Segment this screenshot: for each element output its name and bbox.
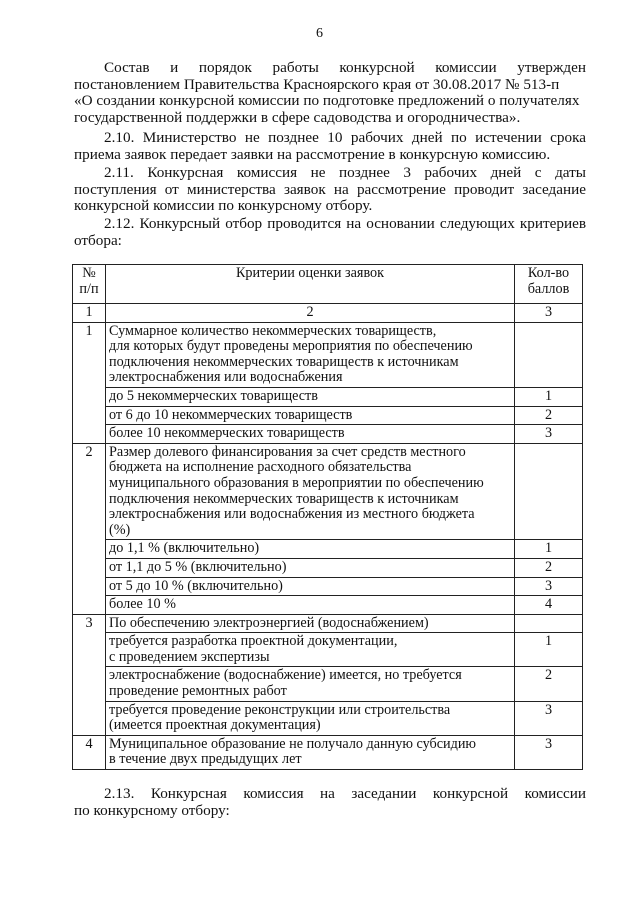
option-text-line: требуется проведение реконструкции или строительства: [109, 701, 451, 718]
header-num-line: №: [82, 265, 96, 281]
criterion-title-line: подключения некоммерческих товариществ к источникам: [109, 490, 459, 507]
criterion-title: [106, 443, 515, 540]
option-points: 2: [515, 406, 583, 425]
table-index-row: [73, 304, 583, 323]
table-row: [73, 596, 583, 615]
p213-line: по конкурсному отбору:: [74, 801, 230, 819]
criterion-title-line: муниципального образования в мероприятии по обеспечению: [109, 474, 484, 491]
index-cell: 1: [73, 304, 106, 323]
option-text: [106, 558, 515, 577]
option-text: [106, 701, 515, 735]
table-row: [73, 577, 583, 596]
table-row: [73, 387, 583, 406]
option-text-line: от 5 до 10 % (включительно): [109, 577, 283, 594]
table-row: [73, 406, 583, 425]
intro-line: постановлением Правительства Красноярского края от 30.08.2017 № 513-п: [74, 75, 560, 93]
option-points: 2: [515, 667, 583, 701]
header-criteria-text: Критерии оценки заявок: [235, 265, 385, 281]
paragraph-2-12: [74, 216, 586, 249]
table-header-row: [73, 265, 583, 304]
option-points: 1: [515, 540, 583, 559]
intro-line: государственной поддержки в сфере садоводства и огородничества».: [74, 108, 521, 126]
option-text-line: до 5 некоммерческих товариществ: [109, 387, 318, 404]
table-row: [73, 558, 583, 577]
criterion-title-points: [515, 443, 583, 540]
paragraph-2-11: [74, 165, 586, 215]
p211-line: 2.11. Конкурсная комиссия не позднее 3 рабочих дней с даты: [104, 164, 586, 181]
criterion-title-line: По обеспечению электроэнергией (водоснабжением): [109, 614, 429, 631]
option-points: 2: [515, 558, 583, 577]
header-points-line: баллов: [527, 280, 570, 297]
option-points: 3: [515, 701, 583, 735]
option-points: 3: [515, 735, 583, 769]
criterion-title-line: подключения некоммерческих товариществ к источникам: [109, 353, 459, 370]
criterion-number: 3: [73, 614, 106, 735]
criterion-title-points: [515, 322, 583, 387]
criteria-table: [72, 264, 583, 770]
option-text-line: (имеется проектная документация): [109, 717, 321, 734]
option-text-line: с проведением экспертизы: [109, 648, 270, 665]
header-num-line: п/п: [79, 280, 99, 297]
criterion-title-line: электроснабжения или водоснабжения из местного бюджета: [109, 506, 475, 523]
option-text-line: проведение ремонтных работ: [109, 683, 287, 700]
option-text: [106, 425, 515, 444]
intro-paragraph: [74, 60, 586, 126]
criterion-title-line: Суммарное количество некоммерческих товариществ,: [109, 322, 437, 339]
header-num: [73, 265, 106, 304]
intro-line: «О создании конкурсной комиссии по подготовке предложений о получателях: [74, 92, 580, 110]
option-text-line: более 10 %: [109, 596, 176, 613]
page-number: 6: [316, 26, 323, 41]
table-row: [73, 425, 583, 444]
header-points: [515, 265, 583, 304]
p212-line: 2.12. Конкурсный отбор проводится на основании следующих критериев: [104, 215, 586, 232]
criterion-title-line: для которых будут проведены мероприятия по обеспечению: [109, 338, 473, 355]
option-text-line: электроснабжение (водоснабжение) имеется, но требуется: [109, 667, 462, 684]
intro-line: Состав и порядок работы конкурсной комиссии утвержден: [104, 59, 586, 76]
criterion-title-line: бюджета на исполнение расходного обязательства: [109, 459, 412, 476]
index-cell: 2: [106, 304, 515, 323]
table-row: [73, 633, 583, 667]
table-row: [73, 540, 583, 559]
criterion-title-row: [73, 614, 583, 633]
p210-line: приема заявок передает заявки на рассмотрение в конкурсную комиссию.: [74, 145, 551, 163]
option-text-line: от 1,1 до 5 % (включительно): [109, 558, 287, 575]
option-text: [106, 387, 515, 406]
option-text: [106, 577, 515, 596]
header-criteria: [106, 265, 515, 304]
option-text: [106, 735, 515, 769]
criterion-number: 1: [73, 322, 106, 443]
option-points: 1: [515, 633, 583, 667]
option-text-line: в течение двух предыдущих лет: [109, 751, 302, 768]
p213-line: 2.13. Конкурсная комиссия на заседании конкурсной комиссии: [104, 785, 586, 802]
option-text-line: до 1,1 % (включительно): [109, 540, 260, 557]
option-text: [106, 596, 515, 615]
index-cell: 3: [515, 304, 583, 323]
option-points: 3: [515, 425, 583, 444]
p212-line: отбора:: [74, 231, 122, 249]
table-row: [73, 701, 583, 735]
option-text-line: Муниципальное образование не получало данную субсидию: [109, 735, 477, 752]
table-row: [73, 735, 583, 769]
criterion-title-row: [73, 322, 583, 387]
option-text: [106, 633, 515, 667]
option-text: [106, 540, 515, 559]
option-text: [106, 406, 515, 425]
option-text-line: требуется разработка проектной документации,: [109, 633, 398, 650]
option-text-line: более 10 некоммерческих товариществ: [109, 425, 345, 442]
criterion-title-line: (%): [109, 521, 131, 538]
criterion-title-row: [73, 443, 583, 540]
p210-line: 2.10. Министерство не позднее 10 рабочих дней по истечении срока: [104, 129, 586, 146]
option-text-line: от 6 до 10 некоммерческих товариществ: [109, 406, 353, 423]
paragraph-2-10: [74, 130, 586, 163]
p211-line: конкурсной комиссии по конкурсному отбору.: [74, 197, 373, 215]
option-points: 4: [515, 596, 583, 615]
criterion-title: [106, 322, 515, 387]
option-points: 3: [515, 577, 583, 596]
option-text: [106, 667, 515, 701]
paragraph-2-13: [74, 786, 586, 819]
p211-line: поступления от министерства заявок на рассмотрение проводит заседание: [74, 180, 586, 198]
criterion-number: 4: [73, 735, 106, 769]
table-row: [73, 667, 583, 701]
criterion-title-line: Размер долевого финансирования за счет средств местного: [109, 443, 466, 460]
criterion-title-line: электроснабжения или водоснабжения: [109, 369, 343, 386]
criterion-number: 2: [73, 443, 106, 614]
criterion-title-points: [515, 614, 583, 633]
option-points: 1: [515, 387, 583, 406]
criterion-title: [106, 614, 515, 633]
header-points-line: Кол-во: [527, 265, 570, 281]
